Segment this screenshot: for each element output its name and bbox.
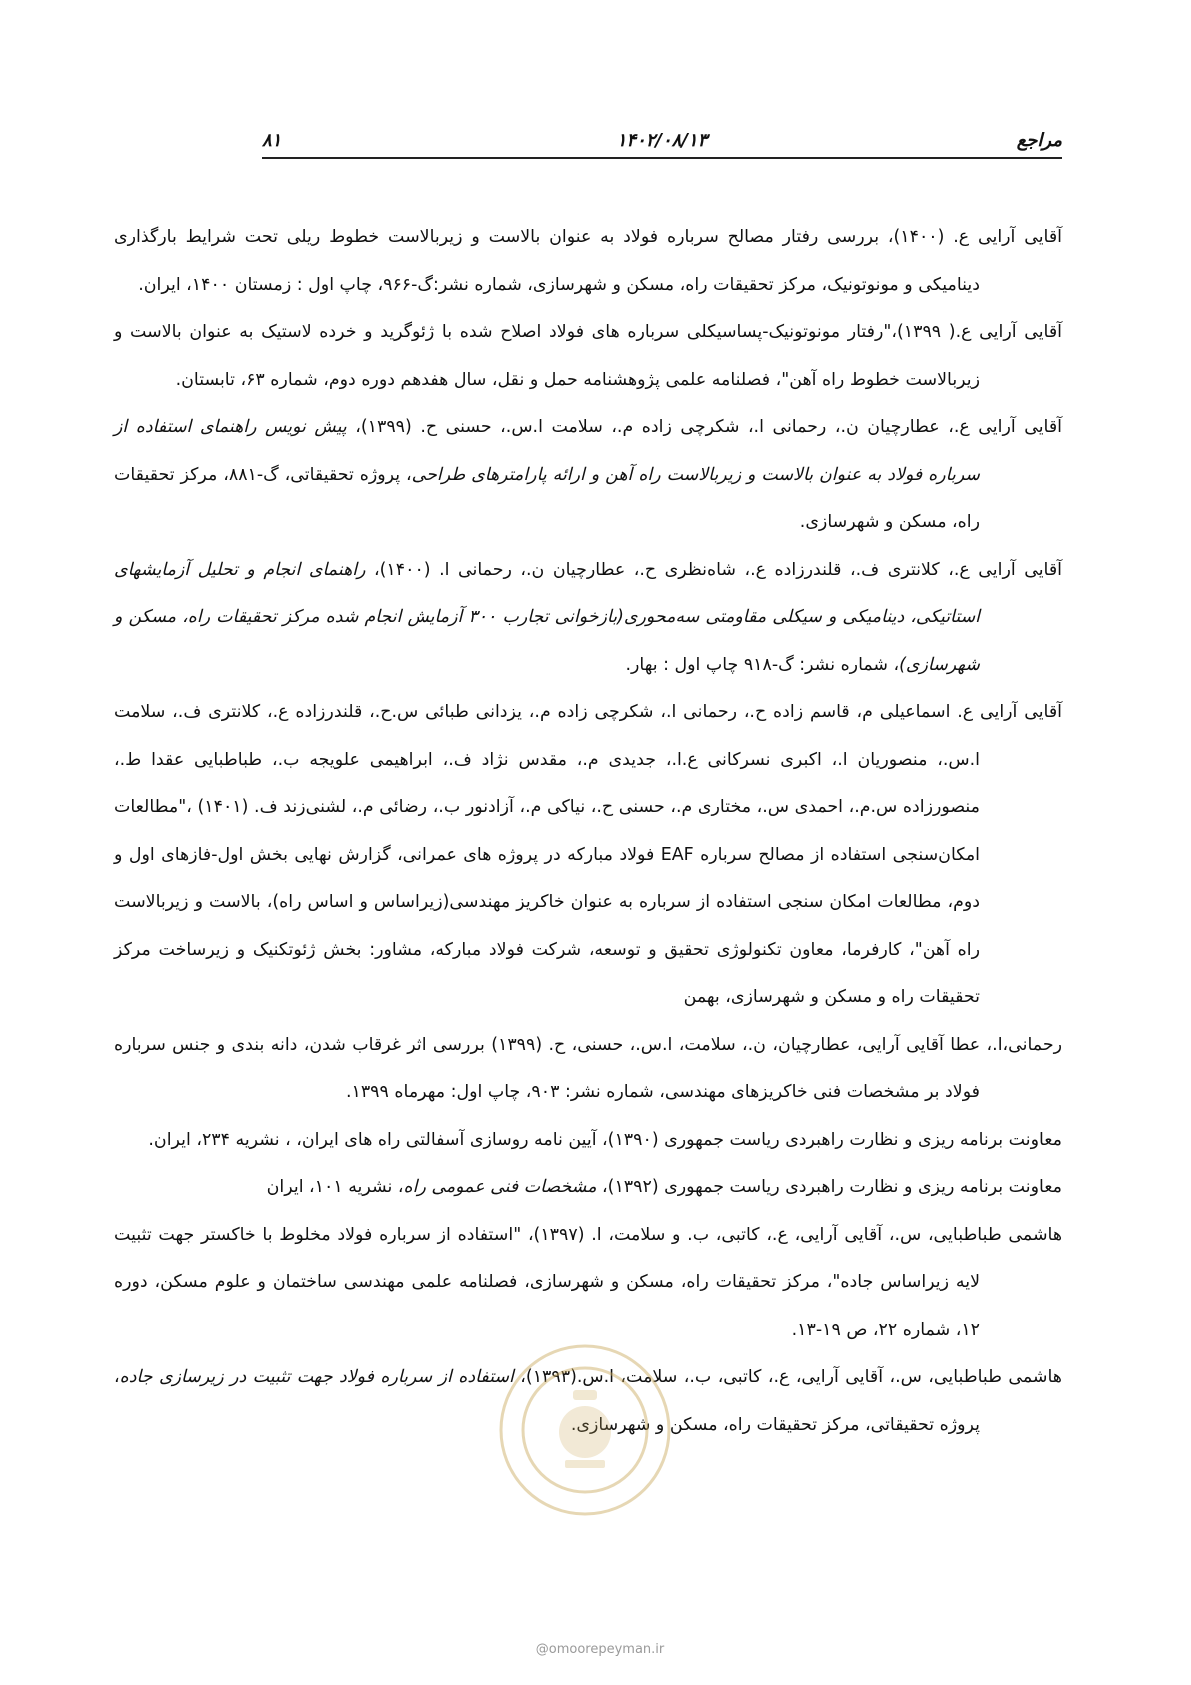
reference-text: ، نشریه ۱۰۱، ایران: [266, 1177, 404, 1197]
reference-text: معاونت برنامه ریزی و نظارت راهبردی ریاست جمهوری (۱۳۹۰)، آیین نامه روسازی آسفالتی راه های ایران، ، نشریه ۲۳۴، ایران.: [148, 1129, 1062, 1150]
reference-entry: [114, 1212, 1062, 1355]
reference-text: آقایی آرایی ع. (۱۴۰۰)، بررسی رفتار مصالح سرباره فولاد به عنوان بالاست و زیربالاست خطوط ریلی تحت شرایط بارگذاری دینامیکی و مونوتونیک، مرکز تحقیقات راه، مسکن و شهرسازی، شماره نشر:گ-۹۶۶، چاپ اول : زمستان ۱۴۰۰، ایران.: [114, 227, 1062, 295]
reference-text: آقایی آرایی ع. اسماعیلی م، قاسم زاده ح.، رحمانی ا.، شکرچی زاده م.، یزدانی طبائی س.ح.، قلندرزاده ع.، کلانتری ف.، سلامت ا.س.، منصوریان ا.، اکبری نسرکانی ع.ا.، جدیدی م.، مقدس نژاد ف.، ابراهیمی علویجه ب.، طباطبایی عقدا ط.، منصورزاده س.م.، احمدی س.، مختاری م.، حسنی ح.، نیاکی م.، آزادنور ب.، رضائی م.، لشنی‌زند ف. (۱۴۰۱) ،"مطالعات امکان‌سنجی استفاده از مصالح سرباره EAF فولاد مبارکه در پروژه های عمرانی، گزارش نهایی بخش اول-فازهای اول و دوم، مطالعات امکان سنجی استفاده از سرباره به عنوان خاکریز مهندسی(زیراساس و اساس راه)، بالاست و زیربالاست راه آهن"، کارفرما، معاون تکنولوژی تحقیق و توسعه، شرکت فولاد مبارکه، مشاور: بخش ژئوتکنیک و زیرساخت مرکز تحقیقات راه و مسکن و شهرسازی، بهمن: [114, 702, 1062, 1007]
reference-text: هاشمی طباطبایی، س.، آقایی آرایی، ع.، کاتبی، ب. و سلامت، ا. (۱۳۹۷)، "استفاده از سرباره فولاد مخلوط با خاکستر جهت تثبیت لایه زیراساس جاده"، مرکز تحقیقات راه، مسکن و شهرسازی، فصلنامه علمی مهندسی ساختمان و علوم مسکن، دوره ۱۲، شماره ۲۲، ص ۱۹-۱۳.: [114, 1224, 1062, 1340]
reference-text: معاونت برنامه ریزی و نظارت راهبردی ریاست جمهوری (۱۳۹۲)،: [596, 1177, 1062, 1197]
reference-text: ، شماره نشر: گ-۹۱۸ چاپ اول : بهار.: [625, 654, 900, 675]
reference-entry: [114, 309, 1062, 404]
reference-text: آقایی آرایی ع.، کلانتری ف.، قلندرزاده ع.، شاه‌نظری ح.، عطارچیان ن.، رحمانی ا. (۱۴۰۰)،: [365, 559, 1062, 580]
reference-text: ، پروژه تحقیقاتی، گ-۸۸۱، مرکز تحقیقات راه، مسکن و شهرسازی.: [114, 464, 980, 532]
reference-title-italic: پیش نویس راهنمای استفاده از سرباره فولاد به عنوان بالاست و زیربالاست راه آهن و ارائه پارامترهای طراحی: [114, 417, 980, 485]
reference-entry: [114, 547, 1062, 690]
section-title: مراجع: [1016, 130, 1062, 151]
reference-list: [114, 214, 1062, 1449]
watermark-url: @omoorepeyman.ir: [535, 1642, 665, 1657]
reference-title-italic: مشخصات فنی عمومی راه: [403, 1177, 597, 1197]
reference-title-italic: استفاده از سرباره فولاد جهت تثبیت در زیرسازی جاده: [119, 1367, 514, 1387]
reference-text: رحمانی،ا.، عطا آقایی آرایی، عطارچیان، ن.، سلامت، ا.س.، حسنی، ح. (۱۳۹۹) بررسی اثر غرقاب شدن، دانه بندی و جنس سرباره فولاد بر مشخصات فنی خاکریزهای مهندسی، شماره نشر: ۹۰۳، چاپ اول: مهرماه ۱۳۹۹.: [114, 1034, 1062, 1102]
reference-entry: [114, 404, 1062, 547]
reference-entry: [114, 1022, 1062, 1117]
reference-entry: [114, 214, 1062, 309]
reference-entry: [114, 1117, 1062, 1165]
reference-entry: [114, 689, 1062, 1022]
page-number: ۸۱: [262, 130, 282, 151]
page-header: [262, 130, 1062, 160]
seal-watermark-icon: [495, 1340, 675, 1520]
header-rule: [262, 157, 1062, 159]
reference-text: ، پروژه تحقیقاتی، مرکز تحقیقات راه، مسکن و شهرسازی.: [114, 1367, 980, 1435]
reference-text: آقایی آرایی ع.، عطارچیان ن.، رحمانی ا.، شکرچی زاده م.، سلامت ا.س.، حسنی ح. (۱۳۹۹)،: [346, 417, 1062, 437]
reference-text: آقایی آرایی ع.( ۱۳۹۹)،"رفتار مونوتونیک-پساسیکلی سرباره های فولاد اصلاح شده با ژئوگرید و خرده لاستیک به عنوان بالاست و زیربالاست خطوط راه آهن"، فصلنامه علمی پژوهشنامه حمل و نقل، سال هفدهم دوره دوم، شماره ۶۳، تابستان.: [114, 322, 1062, 390]
header-date: ۱۴۰۲/۰۸/۱۳: [616, 130, 708, 151]
reference-text: هاشمی طباطبایی، س.، آقایی آرایی، ع.، کاتبی، ب.، سلامت، ا.س.(۱۳۹۳)،: [513, 1367, 1062, 1387]
reference-title-italic: راهنمای انجام و تحلیل آزمایشهای استاتیکی، دینامیکی و سیکلی مقاومتی سه‌محوری(بازخوانی تجارب ۳۰۰ آزمایش انجام شده مرکز تحقیقات راه، مسکن و شهرسازی): [114, 559, 980, 675]
reference-entry: [114, 1164, 1062, 1212]
